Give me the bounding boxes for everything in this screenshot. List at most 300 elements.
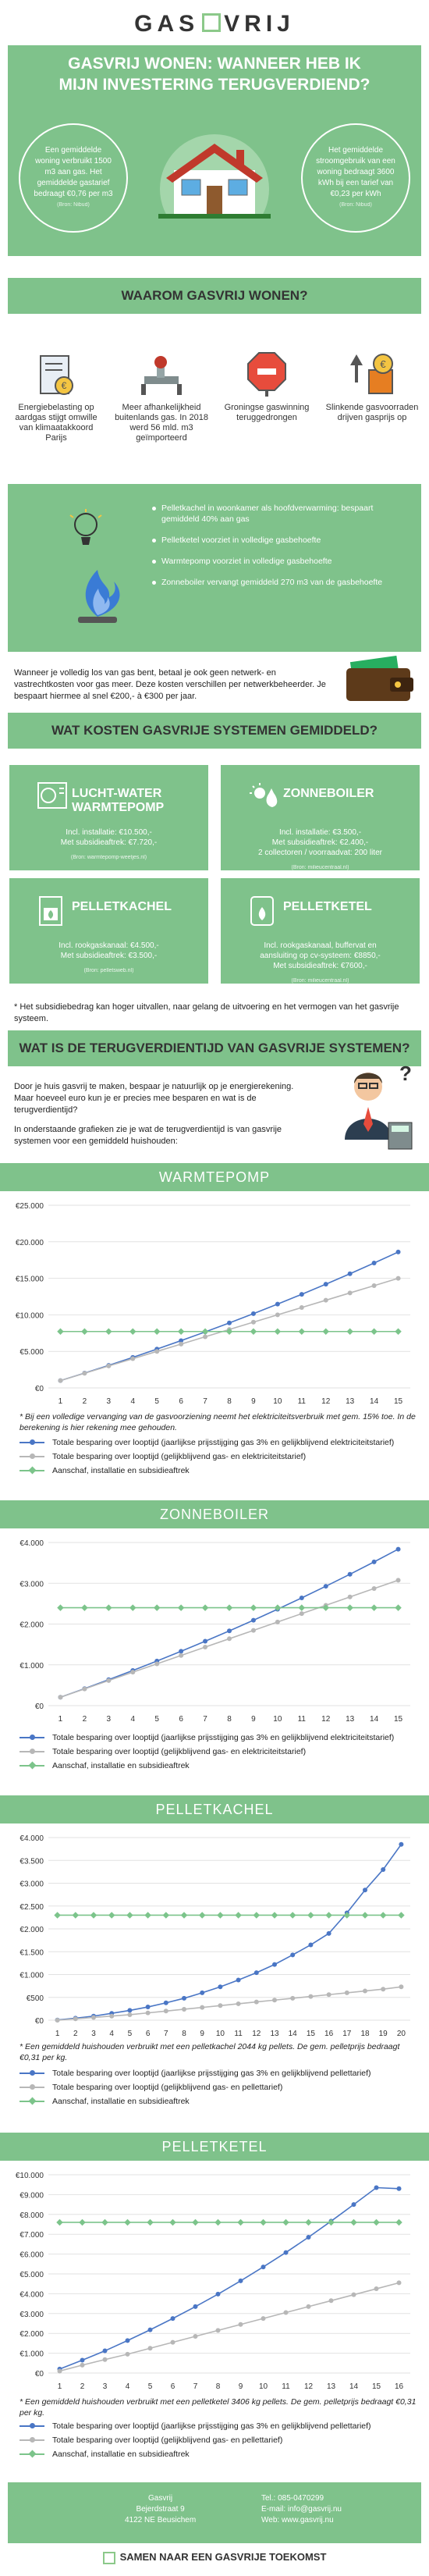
y-tick-label: €2.000 xyxy=(20,1926,44,1934)
series-point-1 xyxy=(227,1636,232,1641)
x-tick-label: 10 xyxy=(273,1397,282,1406)
chart-note-pelletkachel: * Een gemiddeld huishouden verbruikt met een pelletkachel 2044 kg pellets. De gem. pelletprijs bedraagt €0,31 per kg. xyxy=(20,2042,400,2062)
series-point-cost xyxy=(226,1604,232,1610)
footer-slogan xyxy=(0,2551,429,2564)
y-tick-label: €8.000 xyxy=(20,2211,44,2220)
series-point-1 xyxy=(55,2018,60,2023)
series-point-0 xyxy=(261,2265,266,2269)
series-point-1 xyxy=(203,1645,207,1649)
reason-shrinking-reserves xyxy=(325,351,419,423)
slogan-text: SAMEN NAAR EEN GASVRIJE TOEKOMST xyxy=(119,2551,327,2563)
legend-label: Totale besparing over looptijd (jaarlijkse prijsstijging gas 3% en gelijkblijvend elektriciteitstarief) xyxy=(52,1438,395,1447)
series-point-cost xyxy=(57,1604,63,1610)
system-name-warmtepomp: LUCHT-WATER WARMTEPOMP xyxy=(72,787,165,814)
series-point-0 xyxy=(239,2279,243,2283)
series-point-0 xyxy=(363,1888,367,1892)
legend-item-rising xyxy=(20,1438,417,1448)
series-point-0 xyxy=(216,2292,221,2297)
footer xyxy=(8,2482,421,2543)
series-point-cost xyxy=(250,1604,257,1610)
series-point-0 xyxy=(397,2186,402,2191)
series-point-cost xyxy=(126,1912,133,1918)
chart-zonneboiler xyxy=(8,1530,421,1729)
section-costs-title: WAT KOSTEN GASVRIJE SYSTEMEN GEMIDDELD? xyxy=(8,713,421,749)
y-tick-label: €1.000 xyxy=(20,1971,44,1980)
series-point-cost xyxy=(199,1912,205,1918)
series-point-cost xyxy=(299,1328,305,1334)
series-point-0 xyxy=(203,1638,207,1643)
house-icon xyxy=(158,133,271,250)
series-point-1 xyxy=(397,2280,402,2285)
legend-item-cost xyxy=(20,2097,417,2107)
series-line-0 xyxy=(58,1845,402,2020)
series-point-0 xyxy=(227,1321,232,1325)
chart-title-pelletkachel: PELLETKACHEL xyxy=(0,1795,429,1823)
legend-label: Totale besparing over looptijd (gelijkblijvend gas- en elektriciteitstarief) xyxy=(52,1452,307,1461)
y-tick-label: €9.000 xyxy=(20,2191,44,2201)
series-point-0 xyxy=(148,2328,153,2332)
series-point-cost xyxy=(237,2219,243,2226)
series-point-0 xyxy=(324,1282,328,1286)
x-tick-label: 5 xyxy=(154,1397,159,1406)
series-point-cost xyxy=(56,2219,62,2226)
x-tick-label: 15 xyxy=(393,1715,403,1724)
x-tick-label: 3 xyxy=(106,1715,112,1724)
x-tick-label: 12 xyxy=(321,1397,331,1406)
connection-costs-text: Wanneer je volledig los van gas bent, betaal je ook geen netwerk- en vastrechtkosten voor gas meer. Deze kosten verschillen per netwerkbeheerder. Je bespaart hiermee al snel €200,- à €300 per jaar. xyxy=(14,668,326,701)
y-tick-label: €4.000 xyxy=(20,2290,44,2300)
hero-section xyxy=(8,45,421,256)
series-point-cost xyxy=(124,2219,130,2226)
x-tick-label: 9 xyxy=(251,1397,256,1406)
series-point-0 xyxy=(103,2349,108,2354)
legend-label: Totale besparing over looptijd (gelijkblijvend gas- en pellettarief) xyxy=(52,2083,283,2092)
x-tick-label: 6 xyxy=(179,1397,183,1406)
series-point-1 xyxy=(58,2368,62,2373)
x-tick-label: 15 xyxy=(371,2382,381,2391)
pelletketel-cost-line1: Incl. rookgaskanaal, buffervat en xyxy=(264,941,377,950)
document-money-icon xyxy=(37,353,75,397)
chart-note-pelletketel: * Een gemiddeld huishouden verbruikt met een pelletketel 3406 kg pellets. De gem. pelletprijs bedraagt €0,31 per kg. xyxy=(20,2397,417,2418)
chart-warmtepomp xyxy=(8,1193,421,1411)
x-tick-label: 19 xyxy=(378,2030,388,2038)
chart-pelletketel xyxy=(8,2162,421,2396)
series-point-1 xyxy=(348,1290,353,1295)
x-tick-label: 4 xyxy=(125,2382,130,2391)
series-point-1 xyxy=(154,1661,159,1666)
y-tick-label: €5.000 xyxy=(20,1348,44,1357)
series-point-0 xyxy=(300,1596,304,1600)
reason-groningen xyxy=(220,351,314,423)
series-point-1 xyxy=(374,2286,379,2291)
subsidy-note: * Het subsidiebedrag kan hoger uitvallen, naar gelang de uitvoering en het vermogen van het gasvrije systeem. xyxy=(14,1002,399,1023)
series-point-1 xyxy=(275,1620,280,1624)
series-point-cost xyxy=(373,2219,379,2226)
series-point-0 xyxy=(381,1867,385,1872)
x-tick-label: 15 xyxy=(306,2030,315,2038)
series-point-1 xyxy=(106,1364,111,1368)
legend-label: Totale besparing over looptijd (gelijkblijvend gas- en pellettarief) xyxy=(52,2435,283,2445)
series-point-cost xyxy=(144,1912,151,1918)
pelletkachel-cost-line2: Met subsidieaftrek: €3.500,- xyxy=(60,952,158,960)
y-tick-label: €1.000 xyxy=(20,1661,44,1670)
legend-item-flat xyxy=(20,1747,417,1757)
series-point-1 xyxy=(171,2340,176,2345)
x-tick-label: 6 xyxy=(179,1715,183,1724)
x-tick-label: 2 xyxy=(82,1397,87,1406)
series-point-cost xyxy=(178,1328,184,1334)
series-line-0 xyxy=(60,2188,399,2369)
legend-label: Totale besparing over looptijd (jaarlijkse prijsstijging gas 3% en gelijkblijvend pellettarief) xyxy=(52,2421,371,2431)
series-point-cost xyxy=(305,2219,311,2226)
section-payback-title: WAT IS DE TERUGVERDIENTIJD VAN GASVRIJE SYSTEMEN? xyxy=(8,1030,421,1066)
x-tick-label: 4 xyxy=(130,1715,136,1724)
x-tick-label: 5 xyxy=(147,2382,153,2391)
series-point-1 xyxy=(284,2311,289,2315)
legend-label: Aanschaf, installatie en subsidieaftrek xyxy=(52,1761,190,1770)
reason-foreign-gas xyxy=(115,351,208,443)
x-tick-label: 7 xyxy=(203,1397,207,1406)
system-name-zonneboiler: ZONNEBOILER xyxy=(283,787,374,800)
gas-fact-pelletketel: Pelletketel voorziet in volledige gasbehoefte xyxy=(152,535,410,546)
gas-facts-list xyxy=(152,503,410,598)
y-tick-label: €0 xyxy=(34,2017,44,2026)
x-tick-label: 12 xyxy=(303,2382,314,2391)
series-point-cost xyxy=(181,1912,187,1918)
series-point-1 xyxy=(182,2007,186,2012)
series-point-1 xyxy=(146,2011,151,2016)
power-usage-circle xyxy=(301,123,410,233)
series-point-1 xyxy=(58,1695,62,1699)
y-tick-label: €20.000 xyxy=(15,1238,44,1247)
system-card-pelletketel xyxy=(221,878,420,984)
series-point-cost xyxy=(307,1912,314,1918)
reason-energy-tax-text: Energiebelasting op aardgas stijgt omwille van klimaatakkoord Parijs xyxy=(15,403,98,443)
series-point-0 xyxy=(396,1547,401,1552)
series-point-0 xyxy=(374,2186,379,2190)
series-point-1 xyxy=(300,1611,304,1616)
series-point-1 xyxy=(179,1653,183,1658)
x-tick-label: 4 xyxy=(130,1397,136,1406)
gas-fact-zonneboiler: Zonneboiler vervangt gemiddeld 270 m3 van de gasbehoefte xyxy=(152,577,410,588)
series-point-1 xyxy=(307,2304,311,2309)
y-tick-label: €10.000 xyxy=(15,1311,44,1321)
series-point-1 xyxy=(200,2005,204,2010)
x-tick-label: 8 xyxy=(182,2030,186,2038)
series-point-0 xyxy=(348,1572,353,1577)
x-tick-label: 11 xyxy=(282,2382,290,2391)
series-point-0 xyxy=(324,1584,328,1589)
series-point-cost xyxy=(346,1328,353,1334)
series-point-cost xyxy=(169,2219,176,2226)
series-point-0 xyxy=(126,2338,130,2343)
x-tick-label: 5 xyxy=(154,1715,159,1724)
zonneboiler-cost-line3: 2 collectoren / voorraadvat: 200 liter xyxy=(258,849,382,857)
wallet-icon xyxy=(343,656,415,704)
y-tick-label: €0 xyxy=(34,1703,44,1711)
series-point-1 xyxy=(80,2363,85,2368)
y-tick-label: €2.000 xyxy=(20,2330,44,2339)
series-point-1 xyxy=(290,1996,295,2001)
series-point-1 xyxy=(179,1342,183,1347)
x-tick-label: 16 xyxy=(394,2382,404,2391)
y-tick-label: €25.000 xyxy=(15,1202,44,1211)
y-tick-label: €0 xyxy=(34,1385,44,1393)
series-point-cost xyxy=(217,1912,223,1918)
reason-energy-tax xyxy=(9,351,103,443)
series-point-0 xyxy=(254,1970,259,1975)
stop-sign-icon xyxy=(246,351,287,397)
series-point-cost xyxy=(235,1912,241,1918)
pellet-boiler-icon xyxy=(249,895,275,927)
legend-item-flat xyxy=(20,2435,417,2446)
series-point-cost xyxy=(398,1912,404,1918)
series-point-cost xyxy=(73,1912,79,1918)
svg-text:?: ? xyxy=(399,1062,412,1085)
x-tick-label: 10 xyxy=(258,2382,268,2391)
series-point-cost xyxy=(395,1328,401,1334)
series-point-0 xyxy=(164,2001,168,2005)
x-tick-label: 7 xyxy=(193,2382,198,2391)
y-tick-label: €4.000 xyxy=(20,1834,44,1843)
hero-title-line2: MIJN INVESTERING TERUGVERDIEND? xyxy=(58,76,370,94)
pelletkachel-cost-line1: Incl. rookgaskanaal: €4.500,- xyxy=(58,941,159,950)
power-usage-text: Het gemiddelde stroomgebruik van een woning bedraagt 3600 kWh bij een tarief van €0,23 per kWh xyxy=(316,146,395,198)
series-point-1 xyxy=(106,1678,111,1683)
payback-intro-2: In onderstaande grafieken zie je wat de terugverdientijd is van gasvrije systemen voor een gemiddeld huishouden: xyxy=(14,1125,282,1146)
series-point-cost xyxy=(178,1604,184,1610)
footer-address xyxy=(125,2493,196,2526)
series-point-cost xyxy=(57,1328,63,1334)
legend-label: Aanschaf, installatie en subsidieaftrek xyxy=(52,2097,190,2106)
series-point-1 xyxy=(275,1312,280,1317)
series-point-0 xyxy=(308,1942,313,1947)
y-tick-label: €5.000 xyxy=(20,2271,44,2279)
price-up-icon xyxy=(349,351,395,397)
series-point-1 xyxy=(73,2016,78,2021)
pellet-stove-icon xyxy=(37,895,64,927)
series-line-1 xyxy=(58,1987,402,2020)
series-point-1 xyxy=(324,1298,328,1303)
series-point-1 xyxy=(345,1991,349,1995)
series-point-cost xyxy=(260,2219,266,2226)
x-tick-label: 16 xyxy=(324,2030,334,2038)
x-tick-label: 20 xyxy=(396,2030,406,2038)
series-point-cost xyxy=(250,1328,257,1334)
series-point-0 xyxy=(372,1261,377,1265)
series-point-cost xyxy=(79,2219,85,2226)
system-card-pelletkachel xyxy=(9,878,208,984)
y-tick-label: €3.000 xyxy=(20,1580,44,1589)
series-point-1 xyxy=(381,1987,385,1991)
gas-fact-pelletkachel: Pelletkachel in woonkamer als hoofdverwarming: bespaart gemiddeld 40% aan gas xyxy=(152,503,410,525)
x-tick-label: 8 xyxy=(227,1397,232,1406)
series-point-1 xyxy=(348,1595,353,1599)
series-point-1 xyxy=(127,2012,132,2017)
series-point-cost xyxy=(105,1328,112,1334)
series-point-cost xyxy=(370,1328,377,1334)
series-point-cost xyxy=(380,1912,386,1918)
series-point-0 xyxy=(236,1978,241,1983)
series-point-cost xyxy=(289,1912,296,1918)
x-tick-label: 11 xyxy=(234,2030,243,2038)
series-point-0 xyxy=(307,2235,311,2240)
gas-flame-icon xyxy=(55,507,133,632)
series-point-0 xyxy=(179,1649,183,1653)
series-point-0 xyxy=(146,2005,151,2009)
series-point-1 xyxy=(329,2298,334,2303)
x-tick-label: 2 xyxy=(73,2030,78,2038)
x-tick-label: 8 xyxy=(215,2382,221,2391)
zonneboiler-source: (Bron: milieucentraal.nl) xyxy=(291,865,349,870)
system-card-warmtepomp xyxy=(9,765,208,870)
gas-usage-circle xyxy=(19,123,128,233)
x-tick-label: 7 xyxy=(164,2030,168,2038)
series-point-cost xyxy=(54,1912,60,1918)
series-point-cost xyxy=(395,2219,402,2226)
x-tick-label: 6 xyxy=(170,2382,176,2391)
footer-street: Bejerdstraat 9 xyxy=(136,2505,185,2514)
series-point-1 xyxy=(148,2346,153,2350)
x-tick-label: 14 xyxy=(288,2030,297,2038)
series-point-1 xyxy=(327,1992,332,1997)
legend-warmtepomp xyxy=(20,1438,417,1480)
footer-email[interactable]: E-mail: info@gasvrij.nu xyxy=(261,2505,342,2514)
pelletketel-cost-line3: Met subsidieaftrek: €7600,- xyxy=(273,962,367,970)
series-point-cost xyxy=(81,1328,87,1334)
series-point-1 xyxy=(372,1586,377,1591)
series-point-cost xyxy=(108,1912,115,1918)
series-point-0 xyxy=(396,1250,401,1254)
series-point-1 xyxy=(399,1984,403,1989)
x-tick-label: 12 xyxy=(252,2030,261,2038)
y-tick-label: €6.000 xyxy=(20,2250,44,2260)
x-tick-label: 7 xyxy=(203,1715,207,1724)
legend-item-cost xyxy=(20,1466,417,1476)
series-point-cost xyxy=(129,1328,136,1334)
series-point-cost xyxy=(254,1912,260,1918)
series-point-0 xyxy=(290,1952,295,1957)
x-tick-label: 3 xyxy=(91,2030,96,2038)
x-tick-label: 12 xyxy=(321,1715,331,1724)
series-point-cost xyxy=(154,1328,160,1334)
series-point-1 xyxy=(363,1989,367,1994)
series-point-cost xyxy=(163,1912,169,1918)
series-point-cost xyxy=(129,1604,136,1610)
x-tick-label: 9 xyxy=(200,2030,204,2038)
system-card-zonneboiler xyxy=(221,765,420,870)
x-tick-label: 17 xyxy=(342,2030,352,2038)
legend-item-rising xyxy=(20,2421,417,2432)
x-tick-label: 13 xyxy=(270,2030,279,2038)
series-point-cost xyxy=(362,1912,368,1918)
x-tick-label: 13 xyxy=(326,2382,336,2391)
series-point-0 xyxy=(218,1984,222,1989)
series-point-0 xyxy=(275,1302,280,1307)
x-tick-label: 2 xyxy=(82,1715,87,1724)
y-tick-label: €4.000 xyxy=(20,1539,44,1548)
series-point-cost xyxy=(192,2219,198,2226)
series-point-1 xyxy=(58,1379,62,1383)
series-point-1 xyxy=(91,2015,96,2019)
x-tick-label: 13 xyxy=(346,1397,355,1406)
series-point-1 xyxy=(164,2008,168,2013)
legend-label: Totale besparing over looptijd (jaarlijkse prijsstijging gas 3% en gelijkblijvend pellettarief) xyxy=(52,2069,371,2078)
series-point-1 xyxy=(82,1371,87,1375)
series-point-0 xyxy=(399,1842,403,1847)
y-tick-label: €1.000 xyxy=(20,2350,44,2359)
gas-usage-source: (Bron: Nibud) xyxy=(57,202,90,208)
legend-item-rising xyxy=(20,2069,417,2079)
footer-phone[interactable]: Tel.: 085-0470299 xyxy=(261,2494,324,2503)
series-point-1 xyxy=(254,2000,259,2005)
chart-note-warmtepomp: * Bij een volledige vervanging van de gasvoorziening neemt het elektriciteitsverbruik met gem. 15% toe. In de berekening is hier rekening mee gehouden. xyxy=(20,1412,416,1432)
series-point-1 xyxy=(82,1687,87,1692)
x-tick-label: 15 xyxy=(393,1397,403,1406)
logo-box-icon xyxy=(202,13,221,32)
series-point-0 xyxy=(193,2304,198,2309)
reason-shrinking-reserves-text: Slinkende gasvoorraden drijven gasprijs op xyxy=(325,403,419,422)
logo xyxy=(0,11,429,37)
series-point-1 xyxy=(251,1628,256,1633)
system-name-pelletketel: PELLETKETEL xyxy=(283,900,372,913)
series-line-0 xyxy=(60,1550,398,1698)
series-point-cost xyxy=(350,2219,356,2226)
x-tick-label: 9 xyxy=(238,2382,243,2391)
y-tick-label: €1.500 xyxy=(20,1948,44,1958)
x-tick-label: 3 xyxy=(106,1397,112,1406)
series-point-cost xyxy=(105,1604,112,1610)
series-point-1 xyxy=(203,1334,207,1339)
footer-company: Gasvrij xyxy=(148,2494,173,2503)
legend-zonneboiler xyxy=(20,1733,417,1775)
system-name-pelletkachel: PELLETKACHEL xyxy=(72,900,172,913)
series-point-cost xyxy=(370,1604,377,1610)
series-point-1 xyxy=(251,1320,256,1325)
thinking-man-icon xyxy=(328,1062,417,1151)
series-point-cost xyxy=(154,1604,160,1610)
series-point-0 xyxy=(200,1991,204,1995)
warmtepomp-cost-line1: Incl. installatie: €10.500,- xyxy=(66,828,152,837)
series-point-1 xyxy=(109,2014,114,2019)
y-tick-label: €7.000 xyxy=(20,2231,44,2240)
footer-website[interactable]: Web: www.gasvrij.nu xyxy=(261,2516,334,2524)
series-point-cost xyxy=(214,2219,221,2226)
series-point-0 xyxy=(80,2357,85,2362)
x-tick-label: 1 xyxy=(57,2382,62,2391)
series-point-0 xyxy=(348,1272,353,1276)
legend-pelletkachel xyxy=(20,2069,417,2111)
x-tick-label: 14 xyxy=(349,2382,359,2391)
x-tick-label: 14 xyxy=(370,1715,379,1724)
legend-label: Totale besparing over looptijd (gelijkblijvend gas- en elektriciteitstarief) xyxy=(52,1747,307,1756)
legend-item-flat xyxy=(20,2083,417,2093)
series-point-cost xyxy=(322,1328,328,1334)
x-tick-label: 6 xyxy=(145,2030,151,2038)
footer-city: 4122 NE Beusichem xyxy=(125,2516,197,2524)
series-point-cost xyxy=(202,1328,208,1334)
x-tick-label: 10 xyxy=(215,2030,225,2038)
x-tick-label: 13 xyxy=(346,1715,355,1724)
legend-item-flat xyxy=(20,1452,417,1462)
warmtepomp-source: (Bron: warmtepomp-weetjes.nl) xyxy=(70,855,147,860)
x-tick-label: 11 xyxy=(297,1715,306,1724)
series-point-1 xyxy=(352,2293,356,2297)
gas-pipeline-icon xyxy=(140,353,183,397)
gas-fact-warmtepomp: Warmtepomp voorziet in volledige gasbehoefte xyxy=(152,556,410,567)
series-point-1 xyxy=(300,1305,304,1310)
series-point-0 xyxy=(284,2250,289,2255)
